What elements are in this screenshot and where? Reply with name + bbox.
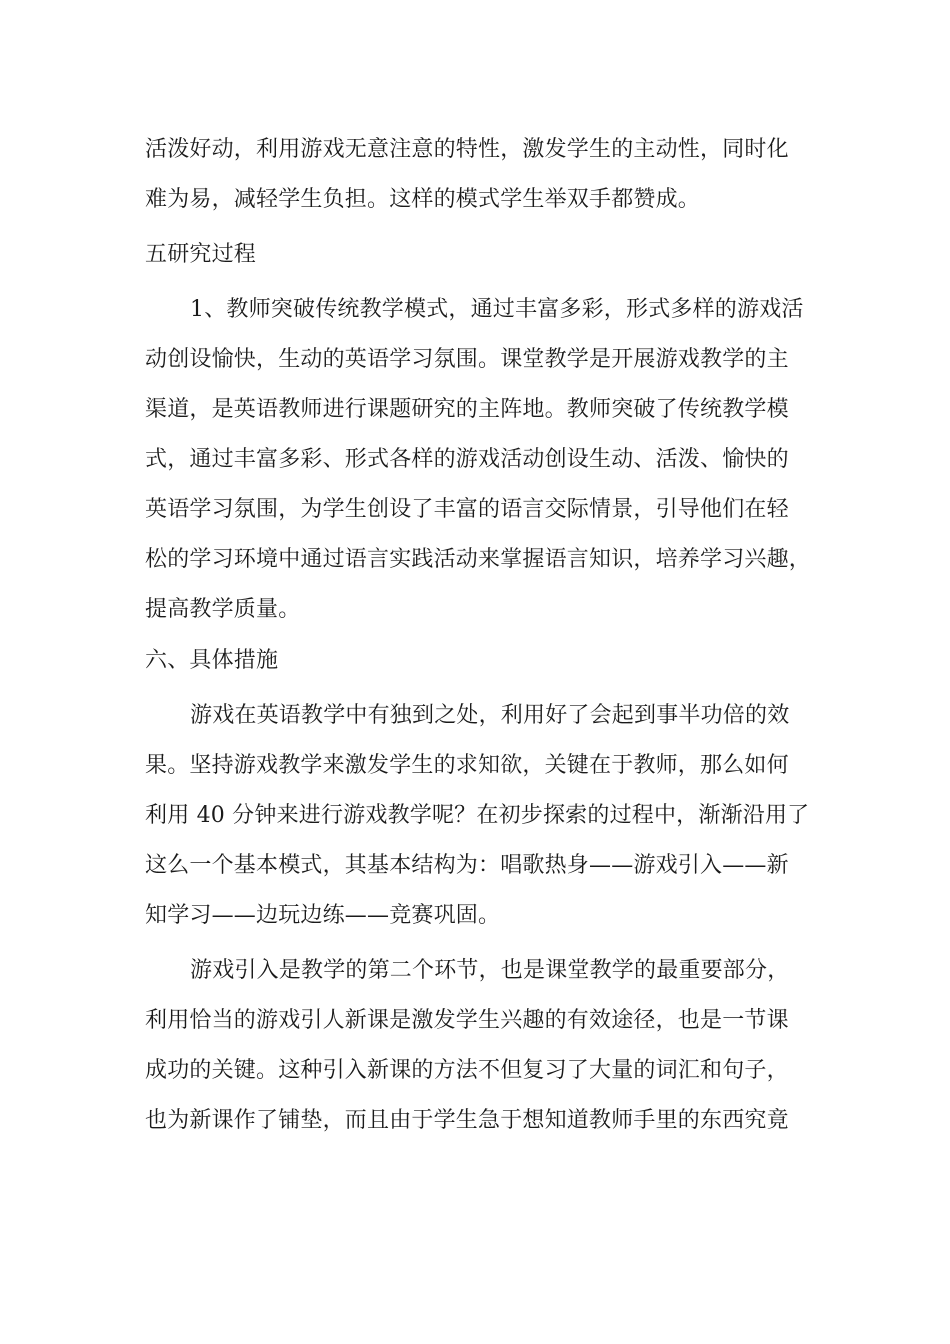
section6-p2-line-2: 利用恰当的游戏引人新课是激发学生兴趣的有效途径，也是一节课 [145,1008,789,1033]
section6-p2-line-1: 游戏引入是教学的第二个环节，也是课堂教学的最重要部分， [190,958,790,983]
section5-line-2: 动创设愉快，生动的英语学习氛围。课堂教学是开展游戏教学的主 [145,347,789,372]
intro-line-2: 难为易，减轻学生负担。这样的模式学生举双手都赞成。 [145,187,701,212]
section6-p1-line-1: 游戏在英语教学中有独到之处，利用好了会起到事半功倍的效 [190,703,790,728]
section6-p1-line-3: 利用 40 分钟来进行游戏教学呢？在初步探索的过程中，渐渐沿用了 [145,803,810,828]
intro-line-1: 活泼好动，利用游戏无意注意的特性，激发学生的主动性，同时化 [145,137,789,162]
section5-line-6: 松的学习环境中通过语言实践活动来掌握语言知识，培养学习兴趣， [145,547,812,572]
section6-p2-line-4: 也为新课作了铺垫，而且由于学生急于想知道教师手里的东西究竟 [145,1108,789,1133]
section6-p1-line-5: 知学习——边玩边练——竞赛巩固。 [145,903,501,928]
section5-line-5: 英语学习氛围，为学生创设了丰富的语言交际情景，引导他们在轻 [145,497,789,522]
section5-line-3: 渠道，是英语教师进行课题研究的主阵地。教师突破了传统教学模 [145,397,789,422]
section5-line-1: 1、教师突破传统教学模式，通过丰富多彩，形式多样的游戏活 [190,297,804,322]
section6-p1-line-4: 这么一个基本模式，其基本结构为：唱歌热身——游戏引入——新 [145,853,789,878]
section6-heading: 六、具体措施 [145,648,279,673]
section5-heading: 五研究过程 [145,242,257,267]
section6-p1-line-2: 果。坚持游戏教学来激发学生的求知欲，关键在于教师，那么如何 [145,753,789,778]
section6-p2-line-3: 成功的关键。这种引入新课的方法不但复习了大量的词汇和句子， [145,1058,789,1083]
section5-line-7: 提高教学质量。 [145,597,301,622]
section5-line-4: 式，通过丰富多彩、形式各样的游戏活动创设生动、活泼、愉快的 [145,447,789,472]
